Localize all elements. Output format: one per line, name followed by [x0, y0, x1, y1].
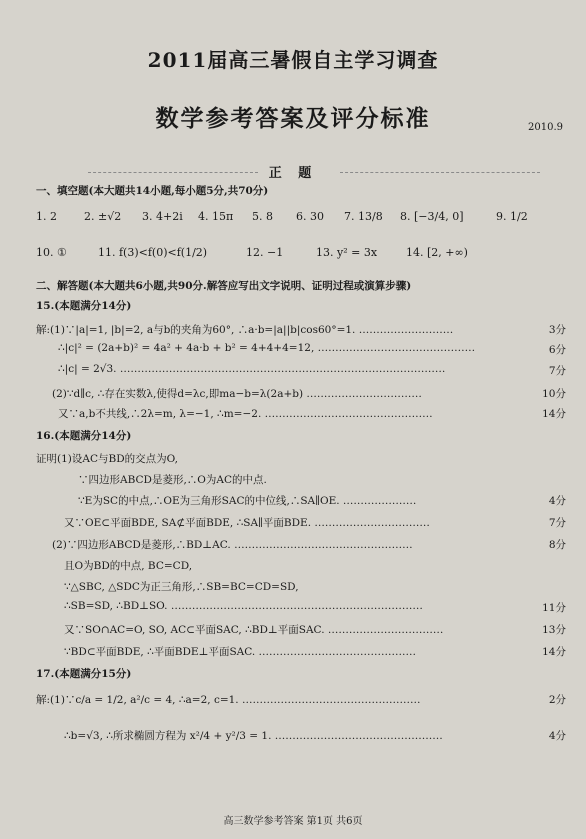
score-mark: 4分 [548, 495, 566, 507]
solution-line: 且O为BD的中点, BC=CD, [64, 560, 193, 572]
solution-line: 解:(1)∵c/a = 1/2, a²/c = 4, ∴a=2, c=1. …………………………………………… [36, 694, 421, 706]
solution-line: 又∵SO∩AC=O, SO, AC⊂平面SAC, ∴BD⊥平面SAC. …………………………… [64, 624, 444, 636]
answer-item: 11. f(3)<f(0)<f(1/2) [98, 246, 208, 259]
answer-item: 4. 15π [198, 210, 234, 223]
score-mark: 14分 [542, 408, 566, 420]
problem-17-heading: 17.(本题满分15分) [36, 668, 132, 680]
document-title: 2011届高三暑假自主学习调查 [147, 48, 439, 72]
solution-line: ∵BD⊂平面BDE, ∴平面BDE⊥平面SAC. ……………………………………… [64, 646, 417, 658]
solution-line: 又∵OE⊂平面BDE, SA⊄平面BDE, ∴SA∥平面BDE. …………………………… [64, 517, 430, 529]
solution-line: (2)∵四边形ABCD是菱形,∴BD⊥AC. …………………………………………… [52, 539, 413, 551]
answer-item: 14. [2, +∞) [406, 246, 468, 259]
score-mark: 2分 [548, 694, 566, 706]
solution-line: ∴b=√3, ∴所求椭圆方程为 x²/4 + y²/3 = 1. ………………………………………… [64, 730, 443, 742]
solution-line: 解:(1)∵|a|=1, |b|=2, a与b的夹角为60°, ∴a·b=|a||b|cos60°=1. ……………………… [36, 324, 454, 336]
answer-item: 6. 30 [296, 210, 324, 223]
answer-item: 13. y² = 3x [316, 246, 378, 259]
answer-item: 10. ① [36, 246, 67, 259]
answers-row-2 [36, 246, 566, 259]
score-mark: 14分 [542, 646, 566, 658]
solution-line: ∴SB=SD, ∴BD⊥SO. ……………………………………………………………… [64, 600, 423, 612]
solution-line: ∴|c| = 2√3. ………………………………………………………………………………… [58, 363, 446, 375]
problem-15-heading: 15.(本题满分14分) [36, 300, 132, 312]
document-date: 2010.9 [528, 122, 563, 133]
problem-16-heading: 16.(本题满分14分) [36, 430, 132, 442]
score-mark: 10分 [542, 388, 566, 400]
solution-line: 证明(1)设AC与BD的交点为O, [36, 453, 178, 465]
score-mark: 7分 [548, 365, 566, 377]
answer-item: 5. 8 [252, 210, 273, 223]
solution-line: (2)∵d∥c, ∴存在实数λ,使得d=λc,即ma−b=λ(2a+b) …………………………… [52, 388, 422, 400]
solution-line: ∴|c|² = (2a+b)² = 4a² + 4a·b + b² = 4+4+4=12, ……………………………………… [58, 342, 476, 354]
part1-heading: 一、填空题(本大题共14小题,每小题5分,共70分) [36, 185, 269, 197]
document-subtitle: 数学参考答案及评分标准 [155, 105, 431, 132]
score-mark: 7分 [548, 517, 566, 529]
score-mark: 3分 [548, 324, 566, 336]
answer-item: 9. 1/2 [496, 210, 528, 223]
answer-item: 3. 4+2i [142, 210, 183, 223]
bleed-through-text [380, 10, 383, 20]
answer-item: 8. [−3/4, 0] [400, 210, 464, 223]
score-mark: 13分 [542, 624, 566, 636]
answer-item: 2. ±√2 [84, 210, 122, 223]
solution-line: ∵E为SC的中点,∴OE为三角形SAC的中位线,∴SA∥OE. ………………… [78, 495, 417, 507]
score-mark: 8分 [548, 539, 566, 551]
answer-item: 7. 13/8 [344, 210, 383, 223]
score-mark: 11分 [542, 602, 566, 614]
answers-row-1 [36, 210, 566, 223]
divider-right [340, 172, 540, 173]
solution-line: ∵△SBC, △SDC为正三角形,∴SB=BC=CD=SD, [64, 581, 299, 593]
score-mark: 6分 [548, 344, 566, 356]
solution-line: 又∵a,b不共线,∴2λ=m, λ=−1, ∴m=−2. ………………………………………… [58, 408, 433, 420]
section-title: 正 题 [268, 166, 318, 181]
solution-line: ∵四边形ABCD是菱形,∴O为AC的中点. [78, 474, 267, 486]
page-footer: 高三数学参考答案 第1页 共6页 [223, 816, 363, 827]
score-mark: 4分 [548, 730, 566, 742]
answer-item: 1. 2 [36, 210, 57, 223]
answer-item: 12. −1 [246, 246, 284, 259]
part2-heading: 二、解答题(本大题共6小题,共90分.解答应写出文字说明、证明过程或演算步骤) [36, 280, 412, 292]
